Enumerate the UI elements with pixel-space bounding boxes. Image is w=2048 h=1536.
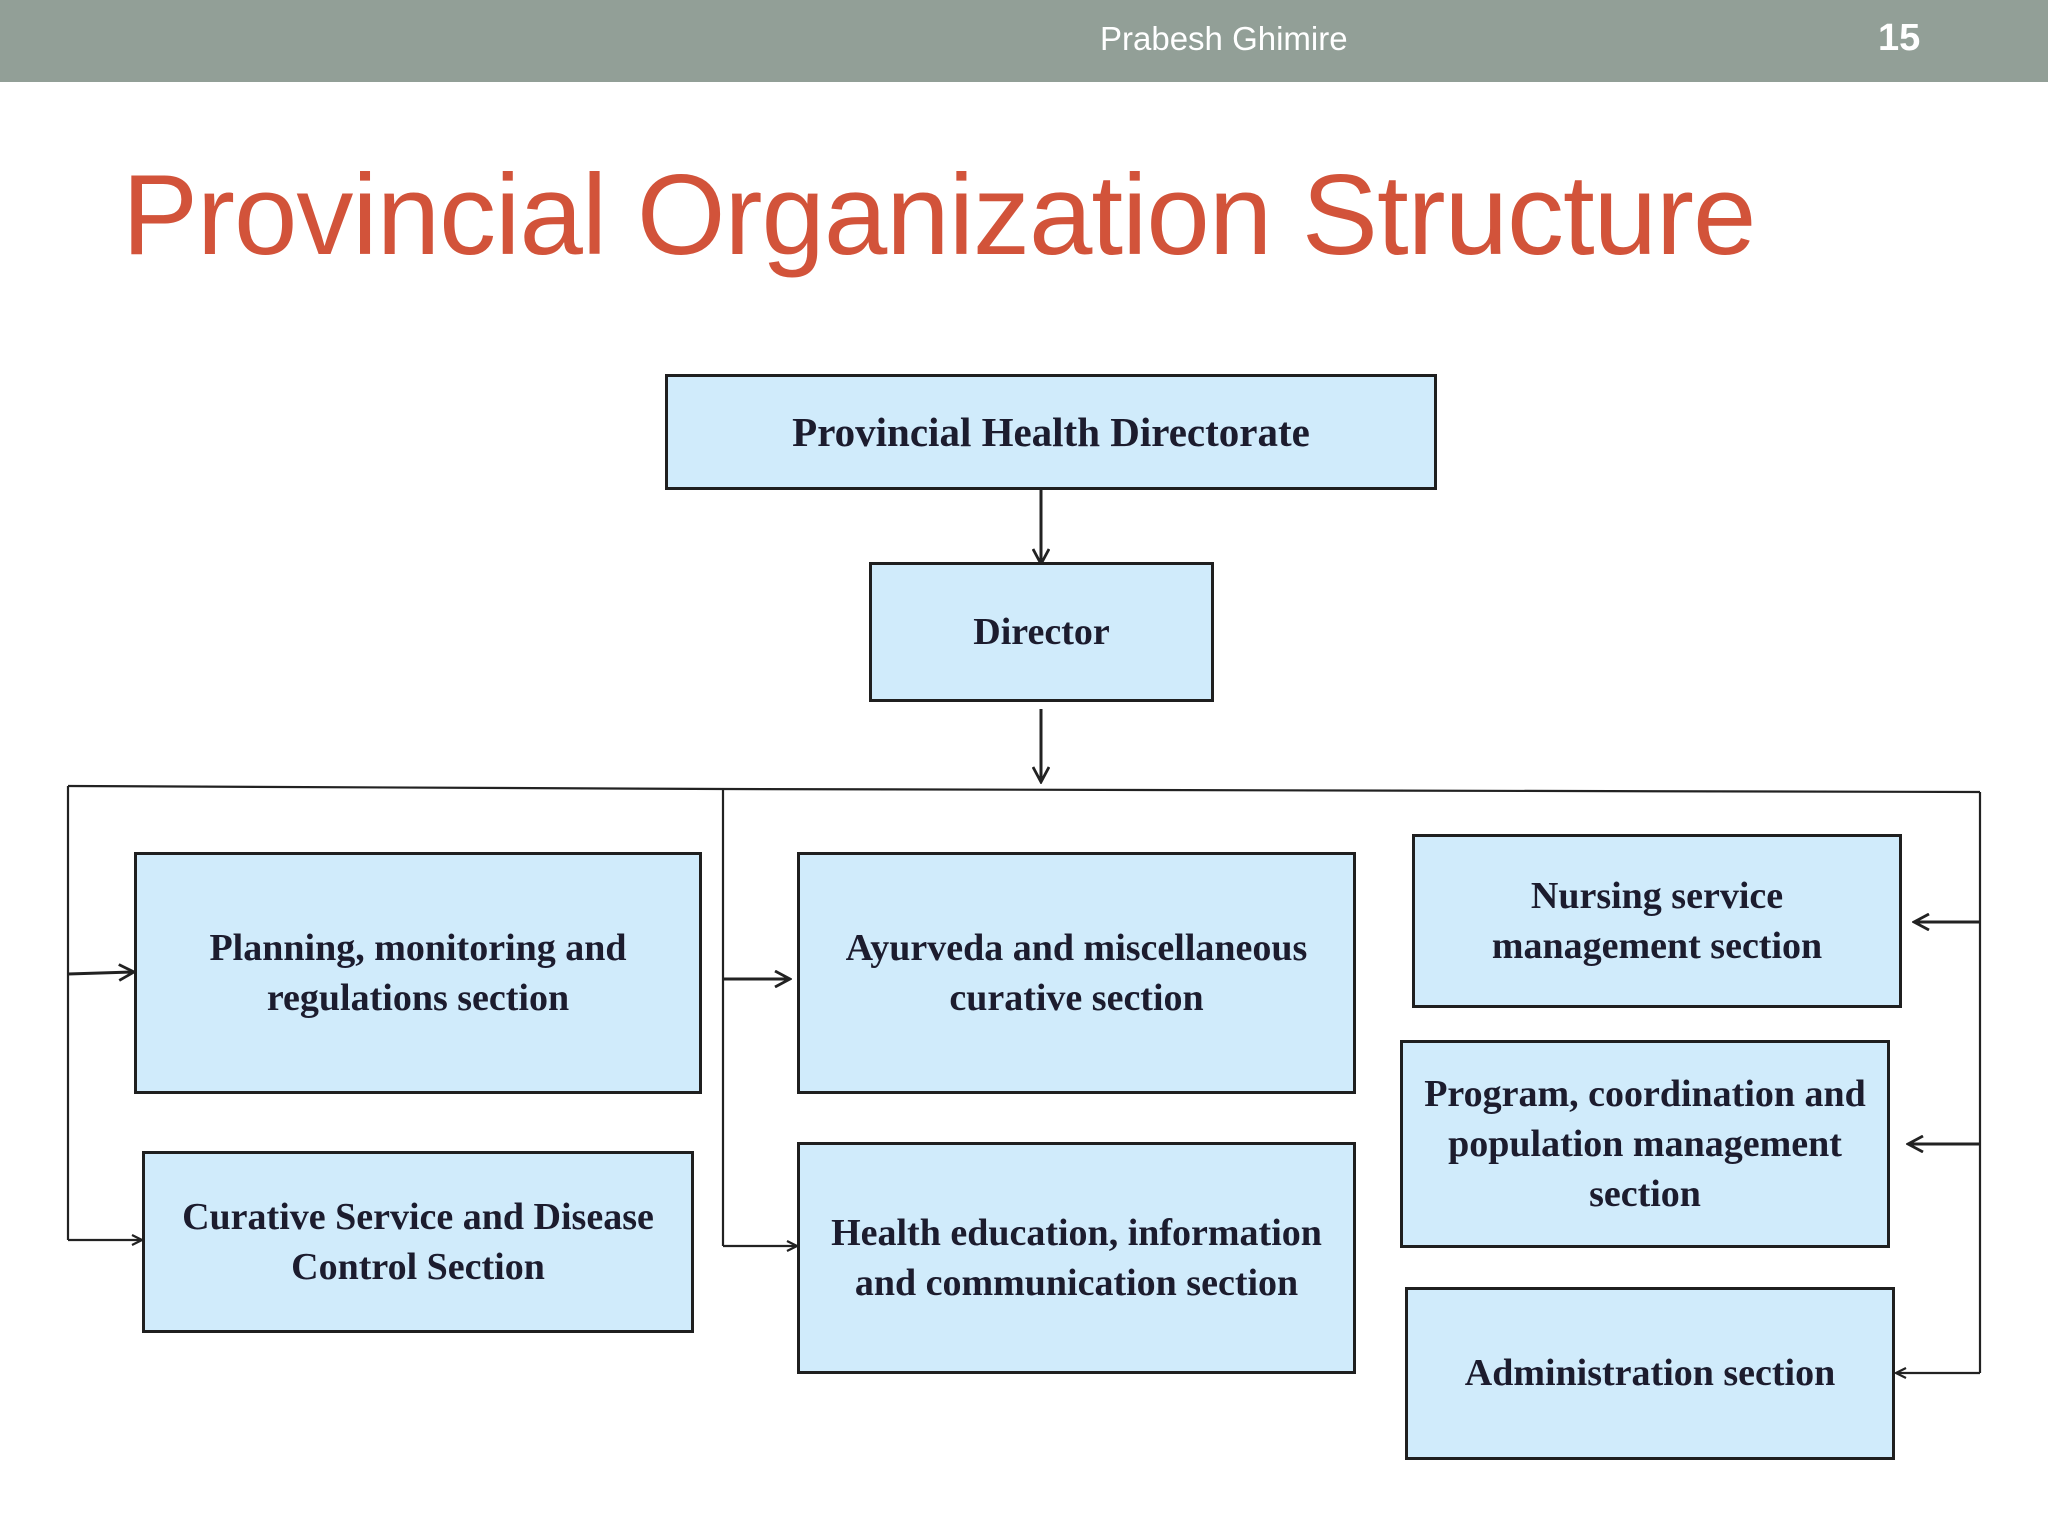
node-nursing-section (1412, 834, 1902, 1008)
author-name: Prabesh Ghimire (1100, 20, 1348, 57)
page-number: 15 (1878, 17, 1921, 59)
node-label: Nursing service management section (1491, 874, 1823, 967)
node-label: Health education, information and communication section (831, 1211, 1322, 1304)
node-label: Program, coordination and population management section (1424, 1072, 1866, 1216)
edge-to-planning (68, 972, 134, 974)
node-label: Provincial Health Directorate (792, 408, 1310, 455)
node-director (869, 562, 1214, 702)
node-planning-section (134, 852, 702, 1094)
node-label: Ayurveda and miscellaneous curative section (845, 926, 1308, 1019)
node-ayurveda-section (797, 852, 1356, 1094)
node-label: Administration section (1464, 1352, 1836, 1395)
node-health-education-section (797, 1142, 1356, 1374)
node-program-section (1400, 1040, 1890, 1248)
node-curative-section (142, 1151, 694, 1333)
node-label: Planning, monitoring and regulations section (209, 926, 627, 1019)
node-administration-section (1405, 1287, 1895, 1460)
node-provincial-health-directorate (665, 374, 1437, 490)
node-label: Curative Service and Disease Control Section (182, 1195, 654, 1288)
node-label: Director (973, 610, 1110, 653)
slide-title: Provincial Organization Structure (122, 152, 1756, 279)
bus-line (68, 786, 1980, 792)
